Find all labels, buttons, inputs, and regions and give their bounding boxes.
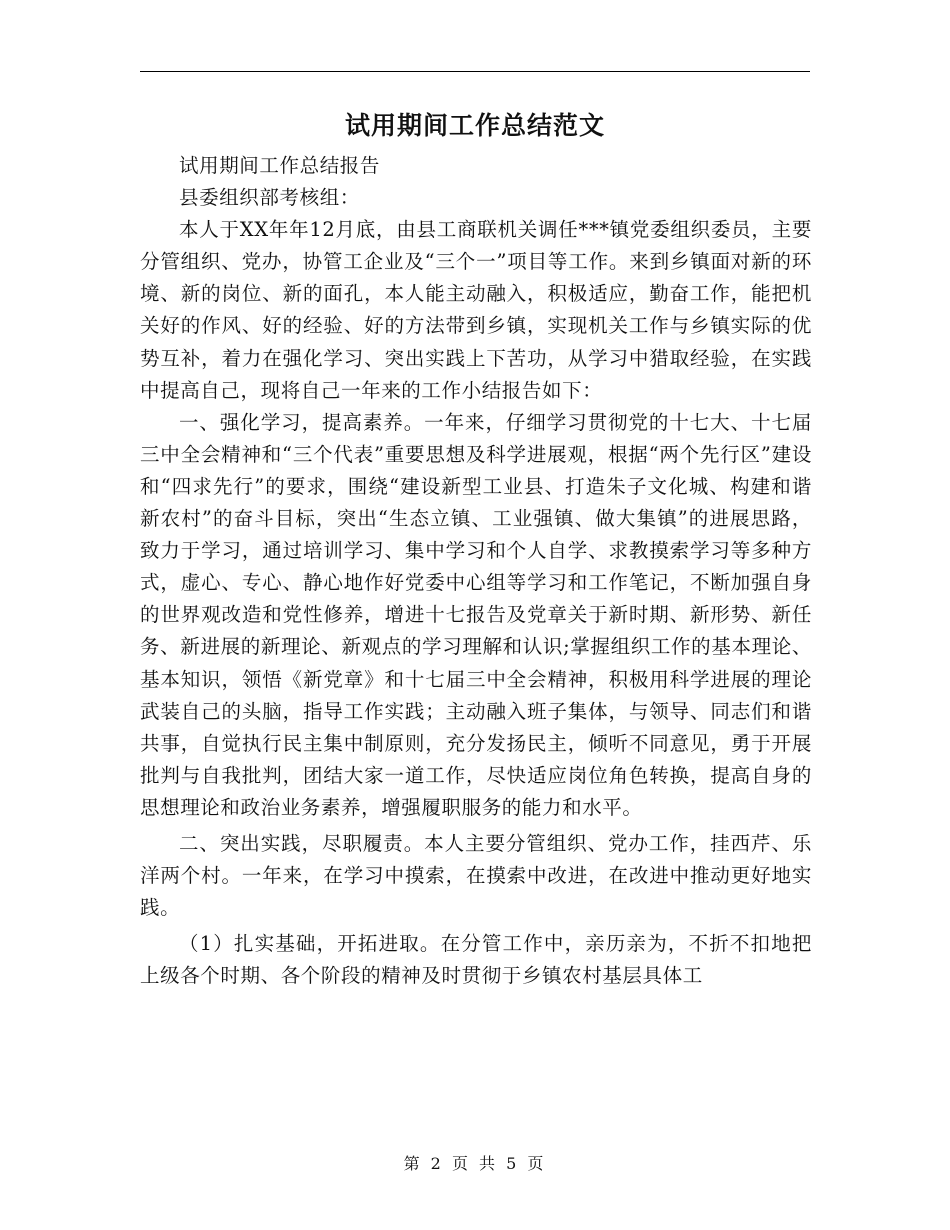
report-heading: 试用期间工作总结报告 [179,154,381,177]
section-two-paragraph: 二、突出实践，尽职履责。本人主要分管组织、党办工作，挂西芹、乐洋两个村。一年来，在学习中摸索，在摸索中改进，在改进中推动更好地实践。 [140,831,812,920]
document-title: 试用期间工作总结范文 [344,111,605,140]
addressee: 县委组织部考核组： [179,186,360,210]
header-rule [140,71,810,72]
document-body [140,150,812,992]
intro-paragraph: 本人于XX年年12月底，由县工商联机关调任***镇党委组织委员，主要分管组织、党办，协管工企业及“三个一”项目等工作。来到乡镇面对新的环境、新的岗位、新的面孔，本人能主动融入，积极适应，勤奋工作，能把机关好的作风、好的经验、好的方法带到乡镇，实现机关工作与乡镇实际的优势互补，着力在强化学习、突出实践上下苦功，从学习中猎取经验，在实践中提高自己，现将自己一年来的工作小结报告如下： [140,218,812,402]
section-one-paragraph: 一、强化学习，提高素养。一年来，仔细学习贯彻党的十七大、十七届三中全会精神和“三个代表”重要思想及科学进展观，根据“两个先行区”建设和“四求先行”的要求，围绕“建设新型工业县、打造朱子文化城、构建和谐新农村”的奋斗目标，突出“生态立镇、工业强镇、做大集镇”的进展思路，致力于学习，通过培训学习、集中学习和个人自学、求教摸索学习等多种方式，虚心、专心、静心地作好党委中心组等学习和工作笔记，不断加强自身的世界观改造和党性修养，增进十七报告及党章关于新时期、新形势、新任务、新进展的新理论、新观点的学习理解和认识;掌握组织工作的基本理论、基本知识，领悟《新党章》和十七届三中全会精神，积极用科学进展的理论武装自己的头脑，指导工作实践；主动融入班子集体，与领导、同志们和谐共事，自觉执行民主集中制原则，充分发扬民主，倾听不同意见，勇于开展批判与自我批判，团结大家一道工作，尽快适应岗位角色转换，提高自身的思想理论和政治业务素养，增强履职服务的能力和水平。 [140,410,812,819]
page-number: 第 2 页 共 5 页 [403,1154,547,1173]
subsection-one-paragraph: （1）扎实基础，开拓进取。在分管工作中，亲历亲为，不折不扣地把上级各个时期、各个阶段的精神及时贯彻于乡镇农村基层具体工 [140,932,812,988]
